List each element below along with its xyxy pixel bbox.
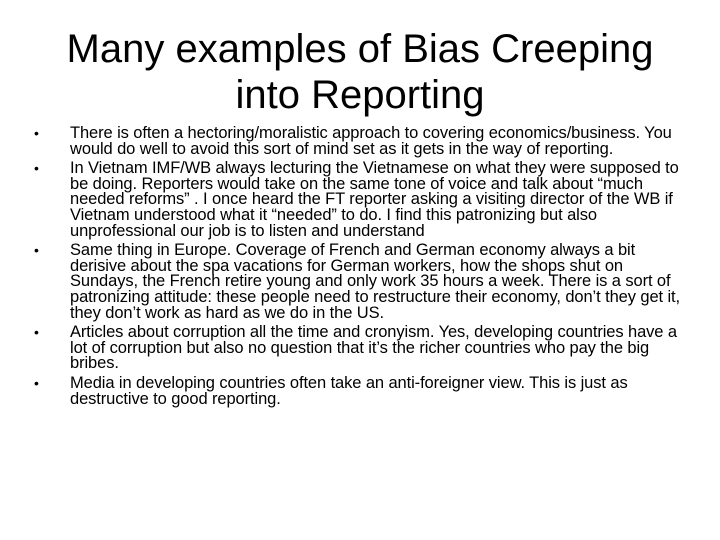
bullet-item-vietnam	[34, 161, 684, 239]
slide-title-line-2: into Reporting	[235, 73, 485, 117]
bullet-item-ifm-approach	[34, 126, 684, 157]
bullet-dot-icon: •	[34, 324, 39, 341]
bullet-dot-icon: •	[34, 160, 39, 177]
bullet-list	[34, 126, 684, 411]
bullet-text: Same thing in Europe. Coverage of French and German economy always a bit derisive about the spa vacations for German workers, how the shops shut on Sundays, the French retire young and only work 35 hours a week. There is a sort of patronizing attitude: these people need to restructure their economy, don’t they get it, they don’t work as hard as we do in the US.	[70, 241, 681, 322]
bullet-dot-icon: •	[34, 242, 39, 259]
bullet-text: In Vietnam IMF/WB always lecturing the Vietnamese on what they were supposed to be doing. Reporters would take on the same tone of voice and talk about “much needed reforms” . I once heard the FT reporter asking a visiting director of the WB if Vietnam understood what it “needed” to do. I find this patronizing but also unprofessional our job is to listen and understand	[70, 159, 679, 240]
bullet-dot-icon: •	[34, 374, 39, 391]
bullet-dot-icon: •	[34, 125, 39, 141]
bullet-item-corruption	[34, 325, 684, 372]
slide-title-line-1: Many examples of Bias Creeping	[66, 27, 654, 71]
bullet-text: There is often a hectoring/moralistic approach to covering economics/business. You would do well to avoid this sort of mind set as it gets in the way of reporting.	[70, 124, 672, 158]
slide-title	[60, 26, 660, 118]
bullet-item-anti-foreigner	[34, 373, 684, 408]
bullet-text: Media in developing countries often take an anti-foreigner view. This is just as destructive to good reporting.	[70, 373, 628, 408]
bullet-item-europe	[34, 243, 684, 321]
bullet-text: Articles about corruption all the time and cronyism. Yes, developing countries have a lot of corruption but also no question that it’s the richer countries who pay the big bribes.	[70, 323, 677, 373]
